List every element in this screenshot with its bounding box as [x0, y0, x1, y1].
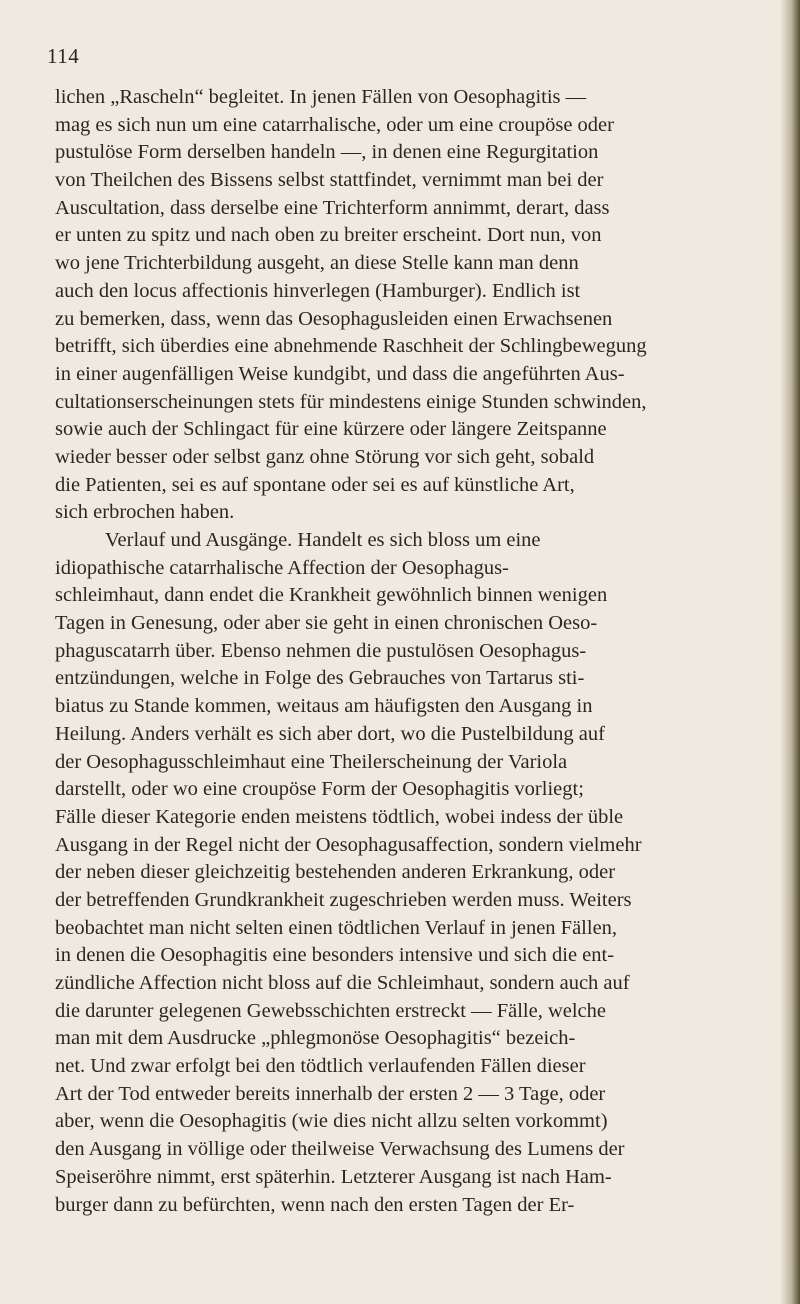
text-line: den Ausgang in völlige oder theilweise Verwachsung des Lumens der: [55, 1138, 625, 1161]
text-line: der betreffenden Grundkrankheit zugeschrieben werden muss. Weiters: [55, 888, 632, 911]
text-line: in denen die Oesophagitis eine besonders intensive und sich die ent-: [55, 944, 615, 967]
text-line: cultationserscheinungen stets für mindestens einige Stunden schwinden,: [55, 390, 647, 413]
text-line: wieder besser oder selbst ganz ohne Störung vor sich geht, sobald: [55, 445, 595, 468]
text-line: in einer augenfälligen Weise kundgibt, und dass die angeführten Aus-: [55, 362, 625, 385]
text-line: Art der Tod entweder bereits innerhalb der ersten 2 — 3 Tage, oder: [55, 1082, 606, 1105]
text-line: wo jene Trichterbildung ausgeht, an diese Stelle kann man denn: [55, 252, 579, 275]
page-number: 114: [47, 44, 80, 68]
text-line: Fälle dieser Kategorie enden meistens tödtlich, wobei indess der üble: [55, 805, 624, 828]
text-line: zu bemerken, dass, wenn das Oesophagusleiden einen Erwachsenen: [55, 307, 613, 330]
text-line: beobachtet man nicht selten einen tödtlichen Verlauf in jenen Fällen,: [55, 916, 618, 939]
text-line: sich erbrochen haben.: [55, 501, 235, 524]
text-line: sowie auch der Schlingact für eine kürzere oder längere Zeitspanne: [55, 418, 607, 441]
text-line: lichen „Rascheln“ begleitet. In jenen Fällen von Oesophagitis —: [55, 86, 587, 108]
text-line: schleimhaut, dann endet die Krankheit gewöhnlich binnen wenigen: [55, 584, 608, 607]
page-body: [55, 84, 763, 1219]
text-line: idiopathische catarrhalische Affection der Oesophagus-: [55, 556, 509, 579]
text-line: Ausgang in der Regel nicht der Oesophagusaffection, sondern vielmehr: [55, 833, 642, 856]
section-heading-line: Verlauf und Ausgänge. Handelt es sich bloss um eine: [105, 529, 541, 551]
text-line: burger dann zu befürchten, wenn nach den ersten Tagen der Er-: [55, 1193, 575, 1216]
text-line: entzündungen, welche in Folge des Gebrauches von Tartarus sti-: [55, 667, 585, 690]
text-line: darstellt, oder wo eine croupöse Form der Oesophagitis vorliegt;: [55, 778, 584, 801]
text-line: auch den locus affectionis hinverlegen (Hamburger). Endlich ist: [55, 279, 581, 302]
text-line: pustulöse Form derselben handeln —, in denen eine Regurgitation: [55, 141, 599, 164]
text-line: die Patienten, sei es auf spontane oder sei es auf künstliche Art,: [55, 473, 575, 496]
text-line: phaguscatarrh über. Ebenso nehmen die pustulösen Oesophagus-: [55, 639, 587, 662]
text-line: Auscultation, dass derselbe eine Trichterform annimmt, derart, dass: [55, 196, 610, 219]
text-line: man mit dem Ausdrucke „phlegmonöse Oesophagitis“ bezeich-: [55, 1027, 576, 1050]
text-line: der Oesophagusschleimhaut eine Theilerscheinung der Variola: [55, 750, 568, 773]
text-line: die darunter gelegenen Gewebsschichten erstreckt — Fälle, welche: [55, 999, 606, 1022]
text-line: Heilung. Anders verhält es sich aber dort, wo die Pustelbildung auf: [55, 722, 605, 745]
text-line: betrifft, sich überdies eine abnehmende Raschheit der Schlingbewegung: [55, 335, 647, 358]
text-line: er unten zu spitz und nach oben zu breiter erscheint. Dort nun, von: [55, 224, 602, 247]
text-line: mag es sich nun um eine catarrhalische, oder um eine croupöse oder: [55, 113, 614, 136]
text-line: von Theilchen des Bissens selbst stattfindet, vernimmt man bei der: [55, 169, 604, 192]
text-line: aber, wenn die Oesophagitis (wie dies nicht allzu selten vorkommt): [55, 1110, 608, 1133]
text-line: biatus zu Stande kommen, weitaus am häufigsten den Ausgang in: [55, 695, 593, 718]
text-line: der neben dieser gleichzeitig bestehenden anderen Erkrankung, oder: [55, 861, 616, 884]
page-edge-shadow: [780, 0, 800, 1304]
text-line: zündliche Affection nicht bloss auf die Schleimhaut, sondern auch auf: [55, 972, 630, 994]
text-line: Tagen in Genesung, oder aber sie geht in einen chronischen Oeso-: [55, 612, 598, 635]
text-line: net. Und zwar erfolgt bei den tödtlich verlaufenden Fällen dieser: [55, 1055, 586, 1078]
text-line: Speiseröhre nimmt, erst späterhin. Letzterer Ausgang ist nach Ham-: [55, 1165, 612, 1188]
